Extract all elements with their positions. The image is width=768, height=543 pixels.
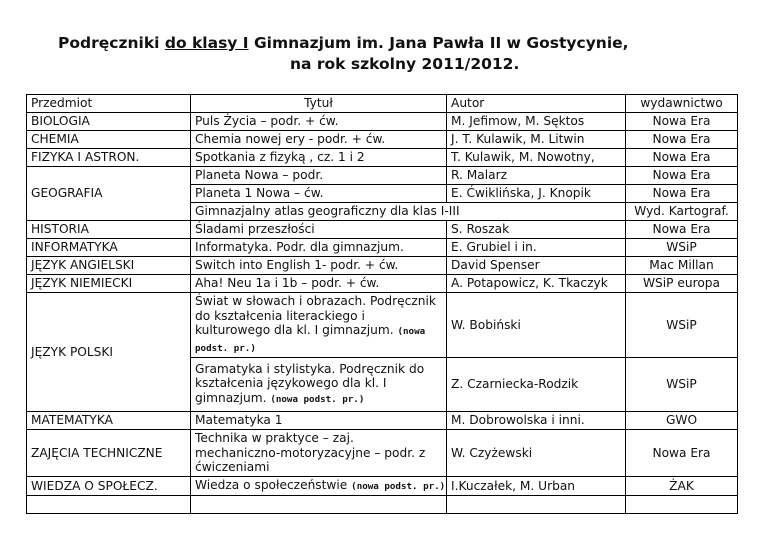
table-row: JĘZYK ANGIELSKI Switch into English 1- podr. + ćw. David Spenser Mac Millan	[27, 257, 738, 275]
title-underlined: do klasy I	[164, 34, 249, 52]
table-row: GEOGRAFIA Planeta Nowa – podr. R. Malarz Nowa Era	[27, 167, 738, 185]
header-subject: Przedmiot	[27, 95, 191, 113]
table-row: Gramatyka i stylistyka. Podręcznik do kształcenia językowego dla kl. I gimnazjum. (nowa podst. pr.) Z. Czarniecka-Rodzik WSiP	[27, 358, 738, 412]
document-title-line2: na rok szkolny 2011/2012.	[290, 55, 520, 73]
table-row: FIZYKA I ASTRON. Spotkania z fizyką , cz. 1 i 2 T. Kulawik, M. Nowotny, Nowa Era	[27, 149, 738, 167]
header-title: Tytuł	[191, 95, 447, 113]
table-row: INFORMATYKA Informatyka. Podr. dla gimnazjum. E. Grubiel i in. WSiP	[27, 239, 738, 257]
table-header-row	[27, 95, 738, 113]
table-row: JĘZYK NIEMIECKI Aha! Neu 1a i 1b – podr. + ćw. A. Potapowicz, K. Tkaczyk WSiP europa	[27, 275, 738, 293]
table-row-empty	[27, 496, 738, 514]
header-publisher: wydawnictwo	[626, 95, 738, 113]
table-row: CHEMIA Chemia nowej ery - podr. + ćw. J. T. Kulawik, M. Litwin Nowa Era	[27, 131, 738, 149]
table-row: ZAJĘCIA TECHNICZNE Technika w praktyce – zaj. mechaniczno-motoryzacyjne – podr. z ćwiczeniami W. Czyżewski Nowa Era	[27, 430, 738, 477]
table-row: HISTORIA Śladami przeszłości S. Roszak Nowa Era	[27, 221, 738, 239]
table-row: MATEMATYKA Matematyka 1 M. Dobrowolska i inni. GWO	[27, 412, 738, 430]
table-row: Planeta 1 Nowa – ćw. E. Ćwiklińska, J. Knopik Nowa Era	[27, 185, 738, 203]
table-row: WIEDZA O SPOŁECZ. Wiedza o społeczeństwie (nowa podst. pr.) I.Kuczałek, M. Urban ŻAK	[27, 476, 738, 496]
table-row: BIOLOGIA Puls Życia – podr. + ćw. M. Jefimow, M. Sęktos Nowa Era	[27, 113, 738, 131]
table-row: Gimnazjalny atlas geograficzny dla klas I-III Wyd. Kartograf.	[27, 203, 738, 221]
document-title-line1: Podręczniki do klasy I Gimnazjum im. Jana Pawła II w Gostycynie,	[58, 34, 629, 52]
header-author: Autor	[447, 95, 626, 113]
textbook-table	[26, 94, 738, 514]
table-row: JĘZYK POLSKI Świat w słowach i obrazach. Podręcznik do kształcenia literackiego i kulturowego dla kl. I gimnazjum. (nowa podst. pr.) W. Bobiński WSiP	[27, 293, 738, 358]
